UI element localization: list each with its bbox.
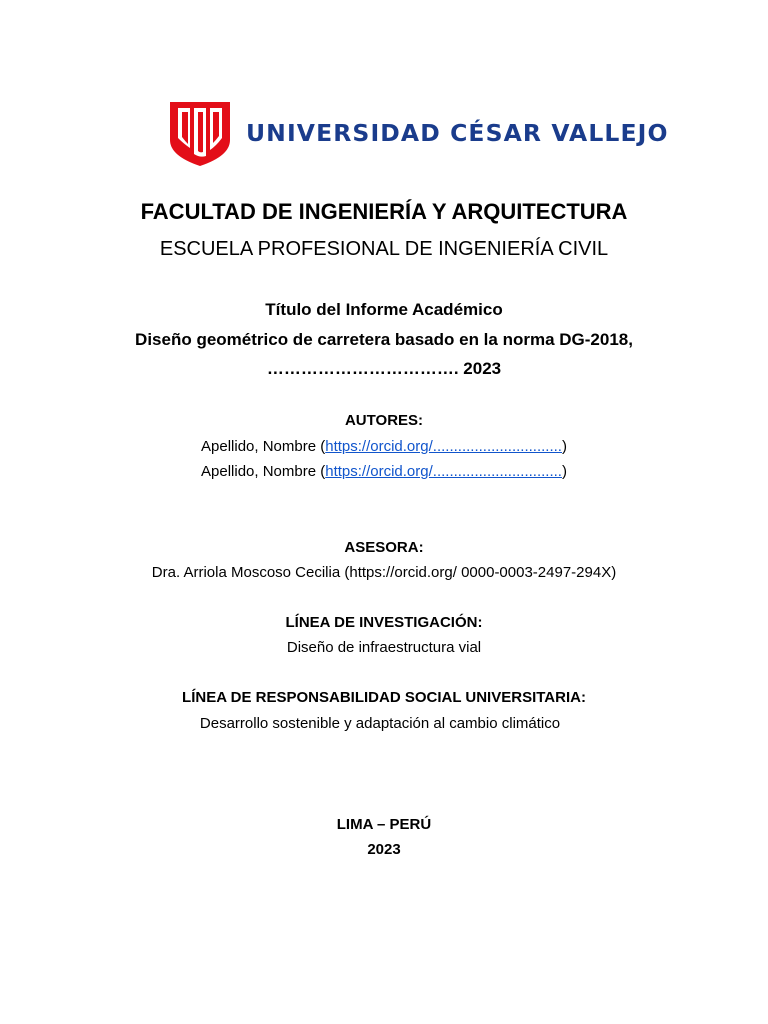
social-line-text: Desarrollo sostenible y adaptación al cambio climático xyxy=(199,715,561,732)
university-logo-text: UNIVERSIDAD CÉSAR VALLEJO xyxy=(246,119,669,147)
author-name: Apellido, Nombre ( xyxy=(201,463,326,480)
report-title-line2: ……………………………. 2023 xyxy=(266,359,502,378)
author-orcid-link[interactable]: https://orcid.org/............................... xyxy=(325,438,562,455)
authors-heading: AUTORES: xyxy=(344,412,424,429)
author-name: Apellido, Nombre ( xyxy=(201,438,326,455)
author-close-paren: ) xyxy=(561,463,567,480)
author-close-paren: ) xyxy=(561,438,567,455)
author-line xyxy=(0,462,768,481)
faculty-title: FACULTAD DE INGENIERÍA Y ARQUITECTURA xyxy=(140,199,628,224)
advisor-name: Dra. Arriola Moscoso Cecilia (https://orcid.org/ 0000-0003-2497-294X) xyxy=(151,564,617,581)
year: 2023 xyxy=(367,841,401,858)
author-line xyxy=(0,437,768,456)
school-title: ESCUELA PROFESIONAL DE INGENIERÍA CIVIL xyxy=(159,238,609,260)
research-line-text: Diseño de infraestructura vial xyxy=(286,639,482,656)
place: LIMA – PERÚ xyxy=(336,816,432,833)
university-logo xyxy=(168,100,669,166)
university-shield-icon xyxy=(168,100,232,166)
report-label: Título del Informe Académico xyxy=(265,300,503,319)
research-line-heading: LÍNEA DE INVESTIGACIÓN: xyxy=(285,614,483,631)
social-line-heading: LÍNEA DE RESPONSABILIDAD SOCIAL UNIVERSITARIA: xyxy=(182,689,586,706)
author-orcid-link[interactable]: https://orcid.org/............................... xyxy=(325,463,562,480)
advisor-heading: ASESORA: xyxy=(344,539,424,556)
report-title-line1: Diseño geométrico de carretera basado en la norma DG-2018, xyxy=(135,330,633,349)
